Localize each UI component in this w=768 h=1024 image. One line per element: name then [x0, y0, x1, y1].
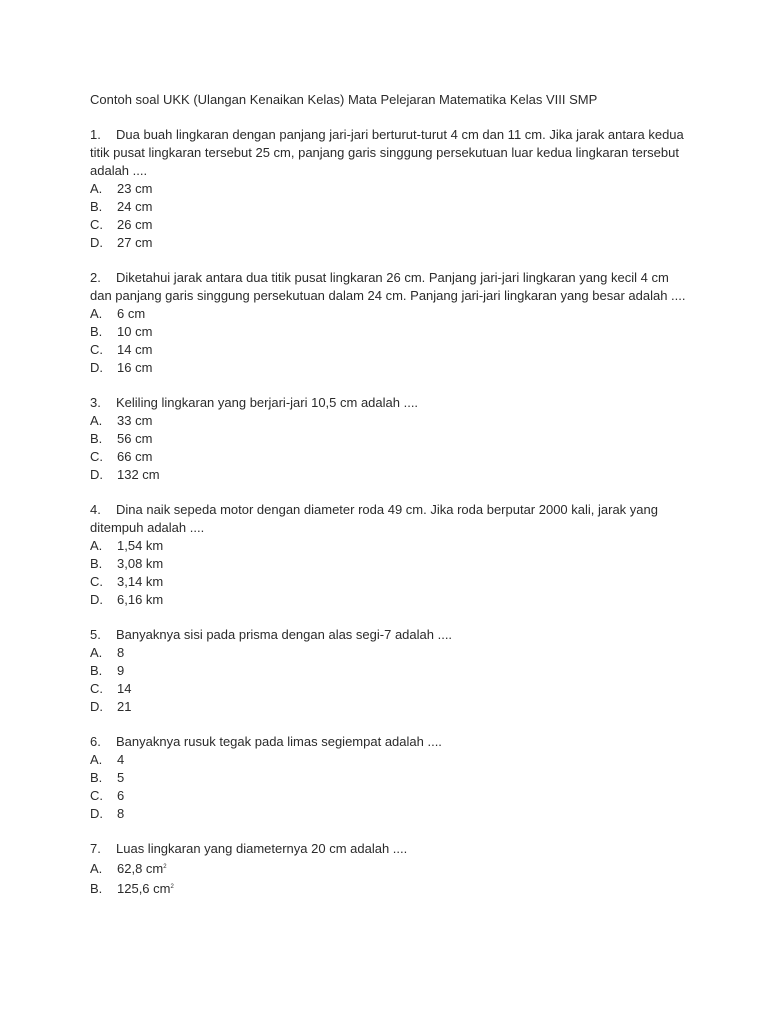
option-a [90, 412, 690, 430]
question-text [90, 626, 690, 644]
question-6 [90, 733, 690, 823]
option-letter: C. [90, 217, 103, 232]
option-letter: D. [90, 592, 103, 607]
option-d [90, 698, 690, 716]
option-a [90, 858, 690, 878]
option-c [90, 216, 690, 234]
question-7 [90, 840, 690, 898]
option-letter: D. [90, 806, 103, 821]
question-3 [90, 394, 690, 484]
option-d [90, 805, 690, 823]
option-text: 27 cm [117, 235, 153, 250]
option-letter: D. [90, 235, 103, 250]
option-letter: A. [90, 861, 103, 876]
option-b [90, 323, 690, 341]
option-text: 24 cm [117, 199, 153, 214]
question-number: 7. [90, 841, 101, 856]
option-c [90, 341, 690, 359]
question-body: Dina naik sepeda motor dengan diameter roda 49 cm. Jika roda berputar 2000 kali, jarak yang ditempuh adalah .... [90, 502, 658, 535]
option-text: 4 [117, 752, 125, 767]
question-text [90, 394, 690, 412]
option-a [90, 180, 690, 198]
option-letter: B. [90, 199, 103, 214]
question-body: Dua buah lingkaran dengan panjang jari-jari berturut-turut 4 cm dan 11 cm. Jika jarak antara kedua titik pusat lingkaran tersebut 25 cm, panjang garis singgung persekutuan luar kedua lingkaran tersebut adalah .... [90, 127, 684, 178]
option-c [90, 448, 690, 466]
question-body: Luas lingkaran yang diameternya 20 cm adalah .... [116, 841, 408, 856]
question-body: Banyaknya rusuk tegak pada limas segiempat adalah .... [116, 734, 442, 749]
option-c [90, 680, 690, 698]
option-letter: D. [90, 360, 103, 375]
option-letter: D. [90, 467, 103, 482]
option-text: 6,16 km [117, 592, 164, 607]
question-4 [90, 501, 690, 609]
option-b [90, 769, 690, 787]
option-text: 26 cm [117, 217, 153, 232]
option-letter: A. [90, 752, 103, 767]
option-text: 21 [117, 699, 132, 714]
option-a [90, 644, 690, 662]
option-letter: B. [90, 663, 103, 678]
option-b [90, 430, 690, 448]
option-text: 33 cm [117, 413, 153, 428]
option-letter: C. [90, 788, 103, 803]
question-5 [90, 626, 690, 716]
option-d [90, 591, 690, 609]
question-number: 3. [90, 395, 101, 410]
option-b [90, 198, 690, 216]
option-text: 66 cm [117, 449, 153, 464]
option-text: 10 cm [117, 324, 153, 339]
option-c [90, 787, 690, 805]
question-body: Banyaknya sisi pada prisma dengan alas segi-7 adalah .... [116, 627, 453, 642]
option-d [90, 359, 690, 377]
question-2 [90, 269, 690, 377]
option-text: 62,8 cm [117, 861, 164, 876]
option-b [90, 555, 690, 573]
option-b [90, 878, 690, 898]
document-title: Contoh soal UKK (Ulangan Kenaikan Kelas) Mata Pelejaran Matematika Kelas VIII SMP [90, 92, 598, 107]
question-number: 6. [90, 734, 101, 749]
option-letter: C. [90, 681, 103, 696]
option-letter: B. [90, 324, 103, 339]
option-text: 23 cm [117, 181, 153, 196]
option-letter: B. [90, 881, 103, 896]
option-letter: C. [90, 574, 103, 589]
option-text: 125,6 cm [117, 881, 171, 896]
option-letter: B. [90, 770, 103, 785]
option-text: 14 cm [117, 342, 153, 357]
option-letter: A. [90, 538, 103, 553]
option-text: 14 [117, 681, 132, 696]
option-text: 56 cm [117, 431, 153, 446]
option-letter: A. [90, 413, 103, 428]
question-text [90, 840, 690, 858]
option-letter: C. [90, 449, 103, 464]
option-text: 9 [117, 663, 125, 678]
option-text: 8 [117, 806, 125, 821]
question-number: 5. [90, 627, 101, 642]
option-letter: B. [90, 431, 103, 446]
option-text: 6 [117, 788, 125, 803]
option-letter: D. [90, 699, 103, 714]
option-text: 5 [117, 770, 125, 785]
document-page [90, 91, 690, 915]
option-text: 16 cm [117, 360, 153, 375]
question-text [90, 501, 690, 537]
option-a [90, 537, 690, 555]
option-superscript: 2 [170, 884, 174, 890]
option-superscript: 2 [163, 864, 167, 870]
option-d [90, 234, 690, 252]
option-a [90, 751, 690, 769]
question-text [90, 126, 690, 180]
question-number: 2. [90, 270, 101, 285]
question-number: 1. [90, 127, 101, 142]
option-letter: A. [90, 181, 103, 196]
question-text [90, 733, 690, 751]
option-letter: A. [90, 645, 103, 660]
option-d [90, 466, 690, 484]
option-text: 8 [117, 645, 125, 660]
option-text: 6 cm [117, 306, 146, 321]
question-number: 4. [90, 502, 101, 517]
option-letter: A. [90, 306, 103, 321]
option-text: 3,14 km [117, 574, 164, 589]
option-letter: C. [90, 342, 103, 357]
question-1 [90, 126, 690, 252]
option-a [90, 305, 690, 323]
question-text [90, 269, 690, 305]
option-text: 132 cm [117, 467, 160, 482]
option-letter: B. [90, 556, 103, 571]
option-c [90, 573, 690, 591]
question-body: Keliling lingkaran yang berjari-jari 10,5 cm adalah .... [116, 395, 419, 410]
question-body: Diketahui jarak antara dua titik pusat lingkaran 26 cm. Panjang jari-jari lingkaran yang kecil 4 cm dan panjang garis singgung persekutuan dalam 24 cm. Panjang jari-jari lingkaran yang besar adalah .... [90, 270, 686, 303]
option-b [90, 662, 690, 680]
option-text: 1,54 km [117, 538, 164, 553]
option-text: 3,08 km [117, 556, 164, 571]
